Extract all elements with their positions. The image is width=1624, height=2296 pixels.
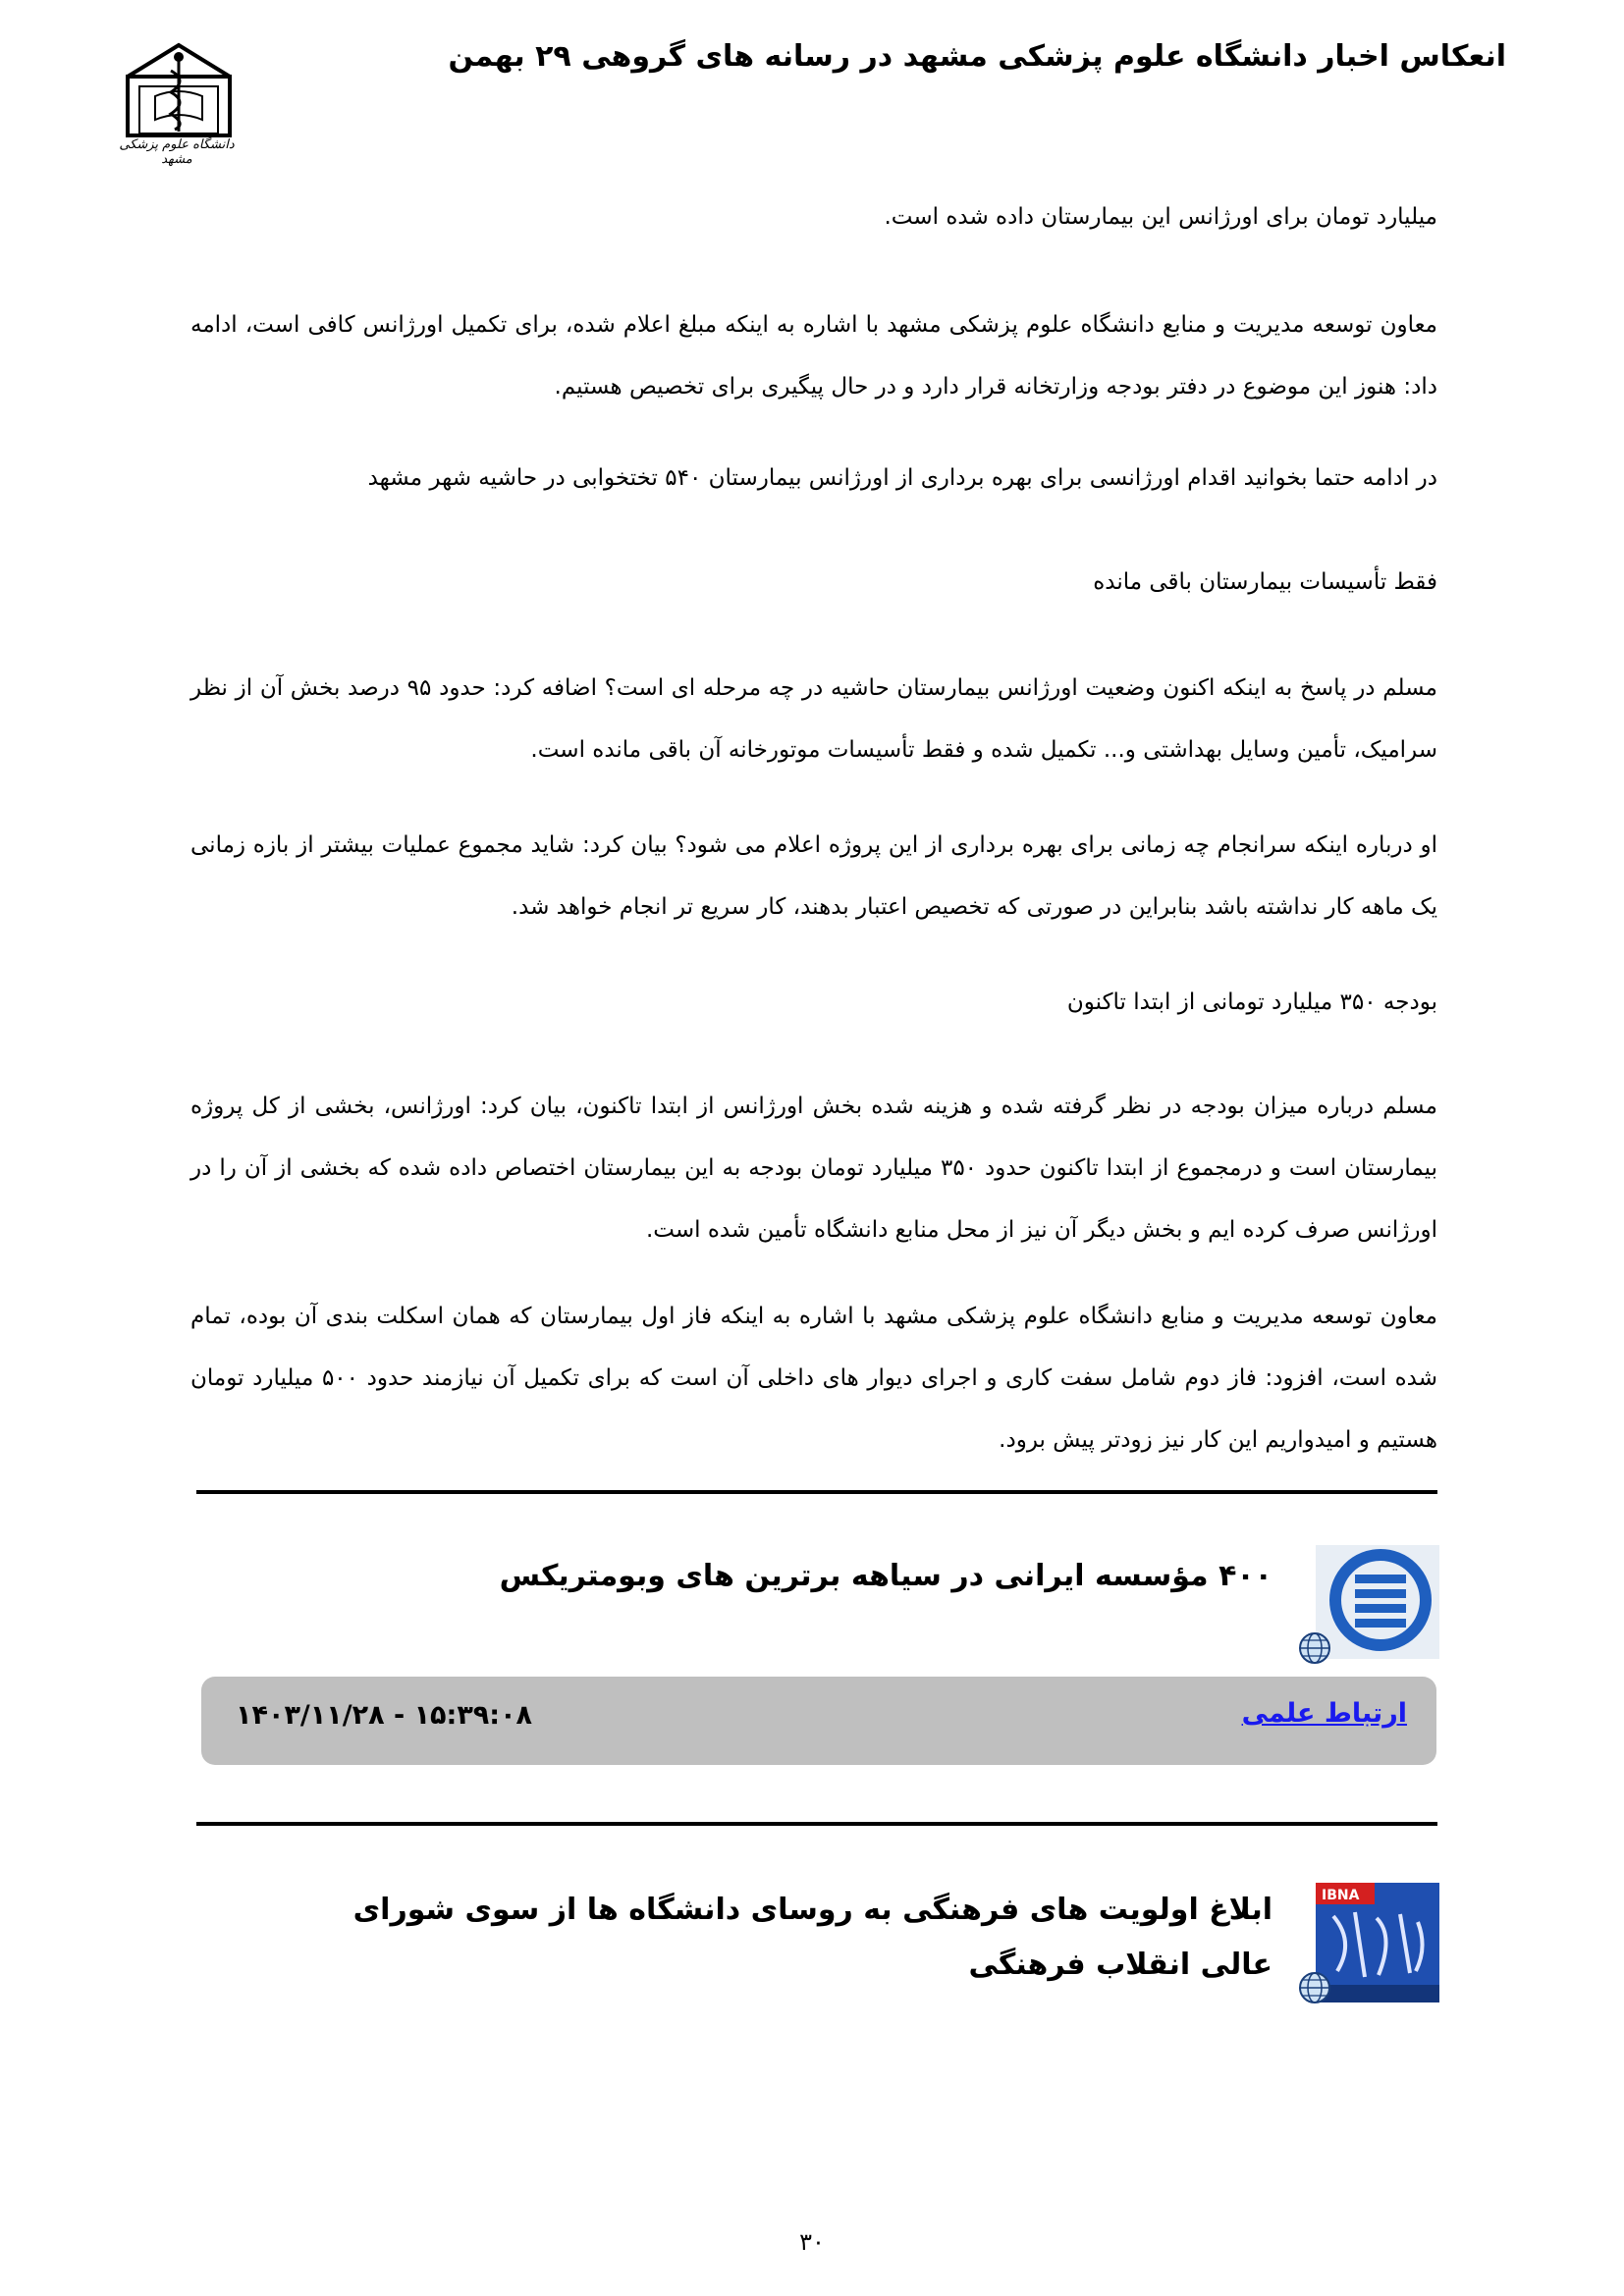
section-divider-2 [196, 1822, 1437, 1826]
paragraph-4-subheading: فقط تأسیسات بیمارستان باقی مانده [1093, 569, 1437, 595]
page-number: ۳۰ [799, 2228, 825, 2256]
paragraph-5: مسلم در پاسخ به اینکه اکنون وضعیت اورژانس بیمارستان حاشیه در چه مرحله ای است؟ اضافه کرد: حدود ۹۵ درصد بخش آن از نظر سرامیک، تأمین وسایل بهداشتی و... تکمیل شده و فقط تأسیسات موتورخانه آن باقی مانده است. [190, 675, 1437, 763]
list-circle-logo-icon [1316, 1545, 1439, 1659]
globe-icon[interactable] [1298, 1631, 1331, 1665]
ibna-logo-icon [1316, 1883, 1439, 2002]
paragraph-1: میلیارد تومان برای اورژانس این بیمارستان داده شده است. [884, 204, 1437, 230]
section-divider [196, 1490, 1437, 1494]
news-title-1[interactable]: ۴۰۰ مؤسسه ایرانی در سیاهه برترین های وبومتریکس [499, 1559, 1272, 1593]
paragraph-3: در ادامه حتما بخوانید اقدام اورژانسی برای بهره برداری از اورژانس بیمارستان ۵۴۰ تختخوابی در حاشیه شهر مشهد [367, 465, 1437, 491]
paragraph-8: مسلم درباره میزان بودجه در نظر گرفته شده و هزینه شده بخش اورژانس از ابتدا تاکنون، بیان کرد: اورژانس، بخشی از کل پروژه بیمارستان است و درمجموع از ابتدا تاکنون حدود ۳۵۰ میلیارد تومان بودجه به این بیمارستان اختصاص داده شده که بخشی از آن را در اورژانس صرف کرده ایم و بخش دیگر آن نیز از محل منابع دانشگاه تأمین شده است. [190, 1094, 1437, 1243]
ibna-logo-text: IBNA [1322, 1888, 1360, 1903]
paragraph-7-subheading: بودجه ۳۵۰ میلیارد تومانی از ابتدا تاکنون [1066, 989, 1437, 1015]
globe-icon[interactable] [1298, 1971, 1331, 2004]
logo-caption: دانشگاه علوم پزشکی مشهد [119, 137, 235, 167]
news-meta-bar [201, 1677, 1436, 1765]
news-source-link[interactable]: ارتباط علمی [1241, 1698, 1407, 1729]
paragraph-2: معاون توسعه مدیریت و منابع دانشگاه علوم پزشکی مشهد با اشاره به اینکه مبلغ اعلام شده، برای تکمیل اورژانس کافی است، ادامه داد: هنوز این موضوع در دفتر بودجه وزارتخانه قرار دارد و در حال پیگیری برای تخصیص هستیم. [190, 312, 1437, 400]
news-datetime: ۱۴۰۳/۱۱/۲۸ - ۱۵:۳۹:۰۸ [236, 1700, 533, 1731]
paragraph-6: او درباره اینکه سرانجام چه زمانی برای بهره برداری از این پروژه اعلام می شود؟ بیان کرد: شاید مجموع عملیات بیشتر از بازه زمانی یک ماهه کار نداشته باشد بنابراین در صورتی که تخصیص اعتبار بدهند، کار سریع تر انجام خواهد شد. [190, 832, 1437, 920]
page-header-title: انعکاس اخبار دانشگاه علوم پزشکی مشهد در رسانه های گروهی ۲۹ بهمن [448, 39, 1506, 74]
paragraph-9: معاون توسعه مدیریت و منابع دانشگاه علوم پزشکی مشهد با اشاره به اینکه فاز اول بیمارستان که همان اسکلت بندی آن بوده، تمام شده است، افزود: فاز دوم شامل سفت کاری و اجرای دیوار های داخلی آن است که برای تکمیل آن نیازمند حدود ۵۰۰ میلیارد تومان هستیم و امیدواریم این کار نیز زودتر پیش برود. [190, 1304, 1438, 1453]
news-title-2[interactable]: ابلاغ اولویت های فرهنگی به روسای دانشگاه ها از سوی شورای عالی انقلاب فرهنگی [352, 1893, 1272, 1982]
